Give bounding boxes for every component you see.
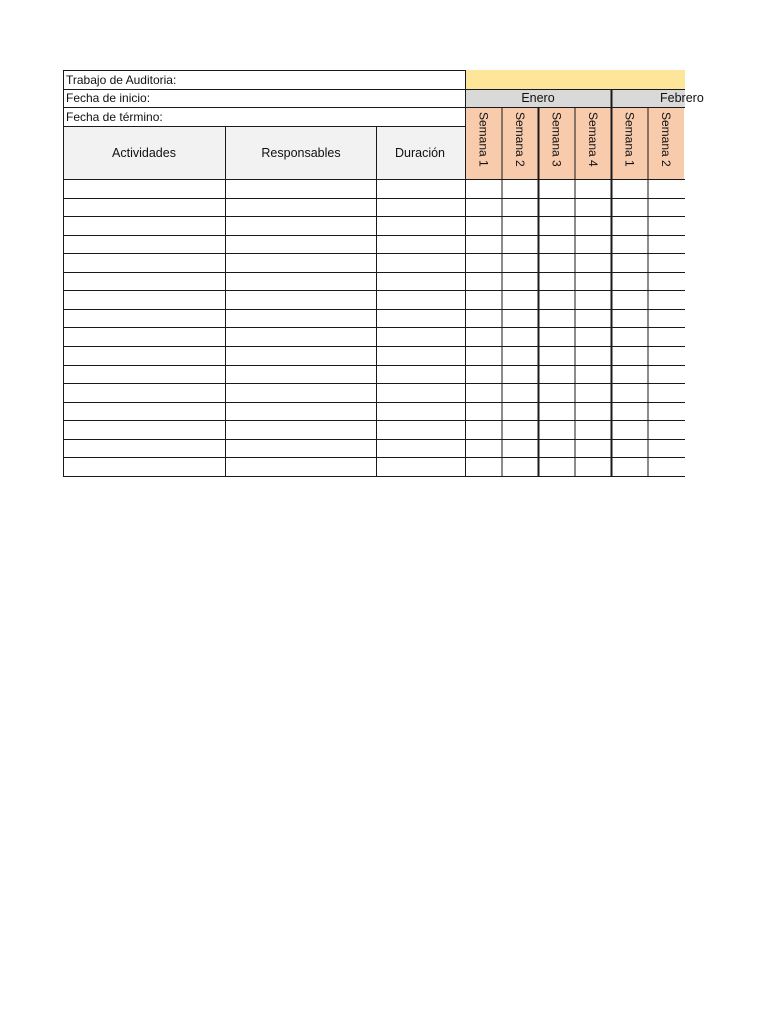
responsible-cell[interactable] xyxy=(225,235,376,254)
responsible-cell[interactable] xyxy=(225,290,376,309)
week-label-1: Semana 1 xyxy=(476,112,491,167)
week-cell[interactable] xyxy=(538,179,575,198)
month-label-febrero: Febrero xyxy=(660,91,704,105)
week-cell[interactable] xyxy=(465,383,502,402)
duration-cell[interactable] xyxy=(376,253,465,272)
week-cell[interactable] xyxy=(538,327,575,346)
week-cell[interactable] xyxy=(575,235,612,254)
week-cell[interactable] xyxy=(538,457,575,476)
week-cell[interactable] xyxy=(465,346,502,365)
week-cell[interactable] xyxy=(465,290,502,309)
week-cell[interactable] xyxy=(538,309,575,328)
table-row xyxy=(63,365,684,384)
week-cell[interactable] xyxy=(611,235,648,254)
week-cell[interactable] xyxy=(465,253,502,272)
responsible-cell[interactable] xyxy=(225,402,376,421)
week-cell[interactable] xyxy=(538,272,575,291)
week-cell[interactable] xyxy=(538,383,575,402)
responsible-cell[interactable] xyxy=(225,272,376,291)
week-cell[interactable] xyxy=(502,402,539,421)
week-label-5: Semana 1 xyxy=(622,112,637,167)
week-cell[interactable] xyxy=(502,420,539,439)
week-cell[interactable] xyxy=(465,272,502,291)
duration-cell[interactable] xyxy=(376,235,465,254)
week-cell[interactable] xyxy=(502,235,539,254)
duration-cell[interactable] xyxy=(376,383,465,402)
week-cell[interactable] xyxy=(575,327,612,346)
week-cell[interactable] xyxy=(648,179,685,198)
week-cell[interactable] xyxy=(465,402,502,421)
duration-cell[interactable] xyxy=(376,179,465,198)
week-cell[interactable] xyxy=(611,457,648,476)
responsible-cell[interactable] xyxy=(225,216,376,235)
activity-cell[interactable] xyxy=(63,402,225,421)
week-cell[interactable] xyxy=(575,253,612,272)
week-cell[interactable] xyxy=(465,327,502,346)
duration-cell[interactable] xyxy=(376,272,465,291)
week-cell[interactable] xyxy=(465,198,502,217)
week-cell[interactable] xyxy=(538,420,575,439)
week-cell[interactable] xyxy=(648,309,685,328)
week-cell[interactable] xyxy=(575,290,612,309)
audit-title-band[interactable] xyxy=(465,70,685,89)
activity-cell[interactable] xyxy=(63,290,225,309)
responsible-header: Responsables xyxy=(261,146,341,160)
responsible-cell[interactable] xyxy=(225,327,376,346)
table-row xyxy=(63,439,684,458)
week-cell[interactable] xyxy=(575,420,612,439)
week-cell[interactable] xyxy=(611,346,648,365)
duration-cell[interactable] xyxy=(376,290,465,309)
week-cell[interactable] xyxy=(575,365,612,384)
table-row xyxy=(63,179,684,198)
duration-cell[interactable] xyxy=(376,327,465,346)
week-cell[interactable] xyxy=(502,253,539,272)
activities-header: Actividades xyxy=(112,146,176,160)
activity-cell[interactable] xyxy=(63,179,225,198)
duration-cell[interactable] xyxy=(376,402,465,421)
week-cell[interactable] xyxy=(502,383,539,402)
duration-header: Duración xyxy=(394,146,446,160)
week-cell[interactable] xyxy=(502,272,539,291)
week-cell[interactable] xyxy=(538,402,575,421)
week-cell[interactable] xyxy=(648,346,685,365)
week-cell[interactable] xyxy=(502,309,539,328)
week-cell[interactable] xyxy=(465,309,502,328)
week-cell[interactable] xyxy=(611,327,648,346)
table-row xyxy=(63,272,684,291)
week-cell[interactable] xyxy=(611,290,648,309)
week-cell[interactable] xyxy=(575,198,612,217)
activity-cell[interactable] xyxy=(63,309,225,328)
week-cell[interactable] xyxy=(611,179,648,198)
week-label-4: Semana 4 xyxy=(585,112,600,167)
table-row xyxy=(63,235,684,254)
week-cell[interactable] xyxy=(648,327,685,346)
week-cell[interactable] xyxy=(502,365,539,384)
week-cell[interactable] xyxy=(648,439,685,458)
week-cell[interactable] xyxy=(538,365,575,384)
responsible-cell[interactable] xyxy=(225,383,376,402)
duration-cell[interactable] xyxy=(376,420,465,439)
week-cell[interactable] xyxy=(648,402,685,421)
responsible-cell[interactable] xyxy=(225,309,376,328)
duration-cell[interactable] xyxy=(376,457,465,476)
responsible-cell[interactable] xyxy=(225,365,376,384)
responsible-cell[interactable] xyxy=(225,198,376,217)
week-cell[interactable] xyxy=(538,439,575,458)
responsible-cell[interactable] xyxy=(225,420,376,439)
week-cell[interactable] xyxy=(575,179,612,198)
week-label-2: Semana 2 xyxy=(512,112,527,167)
end-date-label: Fecha de término: xyxy=(66,110,163,124)
week-cell[interactable] xyxy=(648,457,685,476)
table-row xyxy=(63,383,684,402)
week-cell[interactable] xyxy=(611,383,648,402)
week-cell[interactable] xyxy=(575,383,612,402)
activity-cell[interactable] xyxy=(63,346,225,365)
audit-label: Trabajo de Auditoria: xyxy=(66,73,177,87)
week-cell[interactable] xyxy=(502,179,539,198)
activity-cell[interactable] xyxy=(63,198,225,217)
start-date-label: Fecha de inicio: xyxy=(66,91,151,105)
week-cell[interactable] xyxy=(611,253,648,272)
week-cell[interactable] xyxy=(465,365,502,384)
week-cell[interactable] xyxy=(648,365,685,384)
duration-cell[interactable] xyxy=(376,216,465,235)
table-row xyxy=(63,420,684,439)
week-cell[interactable] xyxy=(465,439,502,458)
week-cell[interactable] xyxy=(538,198,575,217)
activity-cell[interactable] xyxy=(63,253,225,272)
duration-cell[interactable] xyxy=(376,198,465,217)
duration-cell[interactable] xyxy=(376,309,465,328)
responsible-cell[interactable] xyxy=(225,253,376,272)
table-row xyxy=(63,216,684,235)
duration-cell[interactable] xyxy=(376,365,465,384)
activity-cell[interactable] xyxy=(63,420,225,439)
week-cell[interactable] xyxy=(502,216,539,235)
activity-cell[interactable] xyxy=(63,216,225,235)
week-cell[interactable] xyxy=(575,439,612,458)
activity-cell[interactable] xyxy=(63,439,225,458)
activity-cell[interactable] xyxy=(63,383,225,402)
week-cell[interactable] xyxy=(648,198,685,217)
week-cell[interactable] xyxy=(648,235,685,254)
activity-cell[interactable] xyxy=(63,327,225,346)
responsible-cell[interactable] xyxy=(225,179,376,198)
table-row xyxy=(63,402,684,421)
week-cell[interactable] xyxy=(575,216,612,235)
table-row xyxy=(63,346,684,365)
week-cell[interactable] xyxy=(575,402,612,421)
duration-cell[interactable] xyxy=(376,439,465,458)
week-cell[interactable] xyxy=(611,420,648,439)
week-cell[interactable] xyxy=(538,290,575,309)
week-cell[interactable] xyxy=(648,216,685,235)
activity-cell[interactable] xyxy=(63,365,225,384)
gantt-sheet xyxy=(63,70,704,478)
responsible-cell[interactable] xyxy=(225,439,376,458)
week-cell[interactable] xyxy=(465,216,502,235)
duration-cell[interactable] xyxy=(376,346,465,365)
week-cell[interactable] xyxy=(575,309,612,328)
week-cell[interactable] xyxy=(611,402,648,421)
week-cell[interactable] xyxy=(502,439,539,458)
week-cell[interactable] xyxy=(465,235,502,254)
responsible-cell[interactable] xyxy=(225,346,376,365)
week-cell[interactable] xyxy=(648,253,685,272)
week-cell[interactable] xyxy=(611,309,648,328)
week-cell[interactable] xyxy=(465,179,502,198)
week-cell[interactable] xyxy=(538,216,575,235)
week-cell[interactable] xyxy=(648,420,685,439)
activity-cell[interactable] xyxy=(63,457,225,476)
week-label-3: Semana 3 xyxy=(549,112,564,167)
week-cell[interactable] xyxy=(538,235,575,254)
activity-cell[interactable] xyxy=(63,235,225,254)
month-label-enero: Enero xyxy=(521,91,555,105)
week-cell[interactable] xyxy=(538,346,575,365)
activity-cell[interactable] xyxy=(63,272,225,291)
week-cell[interactable] xyxy=(575,346,612,365)
table-row xyxy=(63,327,684,346)
week-cell[interactable] xyxy=(575,457,612,476)
week-cell[interactable] xyxy=(538,253,575,272)
table-row xyxy=(63,198,684,217)
week-cell[interactable] xyxy=(648,272,685,291)
week-cell[interactable] xyxy=(648,383,685,402)
week-cell[interactable] xyxy=(611,216,648,235)
table-row xyxy=(63,253,684,272)
week-cell[interactable] xyxy=(502,327,539,346)
gantt-grid xyxy=(63,70,704,478)
week-cell[interactable] xyxy=(502,290,539,309)
table-row xyxy=(63,309,684,328)
table-row xyxy=(63,457,684,476)
week-cell[interactable] xyxy=(611,198,648,217)
week-label-6: Semana 2 xyxy=(658,112,673,167)
week-cell[interactable] xyxy=(502,346,539,365)
week-cell[interactable] xyxy=(502,457,539,476)
table-row xyxy=(63,290,684,309)
week-cell[interactable] xyxy=(611,365,648,384)
week-cell[interactable] xyxy=(611,272,648,291)
week-cell[interactable] xyxy=(465,457,502,476)
week-cell[interactable] xyxy=(648,290,685,309)
week-cell[interactable] xyxy=(575,272,612,291)
week-cell[interactable] xyxy=(502,198,539,217)
responsible-cell[interactable] xyxy=(225,457,376,476)
week-cell[interactable] xyxy=(611,439,648,458)
week-cell[interactable] xyxy=(465,420,502,439)
